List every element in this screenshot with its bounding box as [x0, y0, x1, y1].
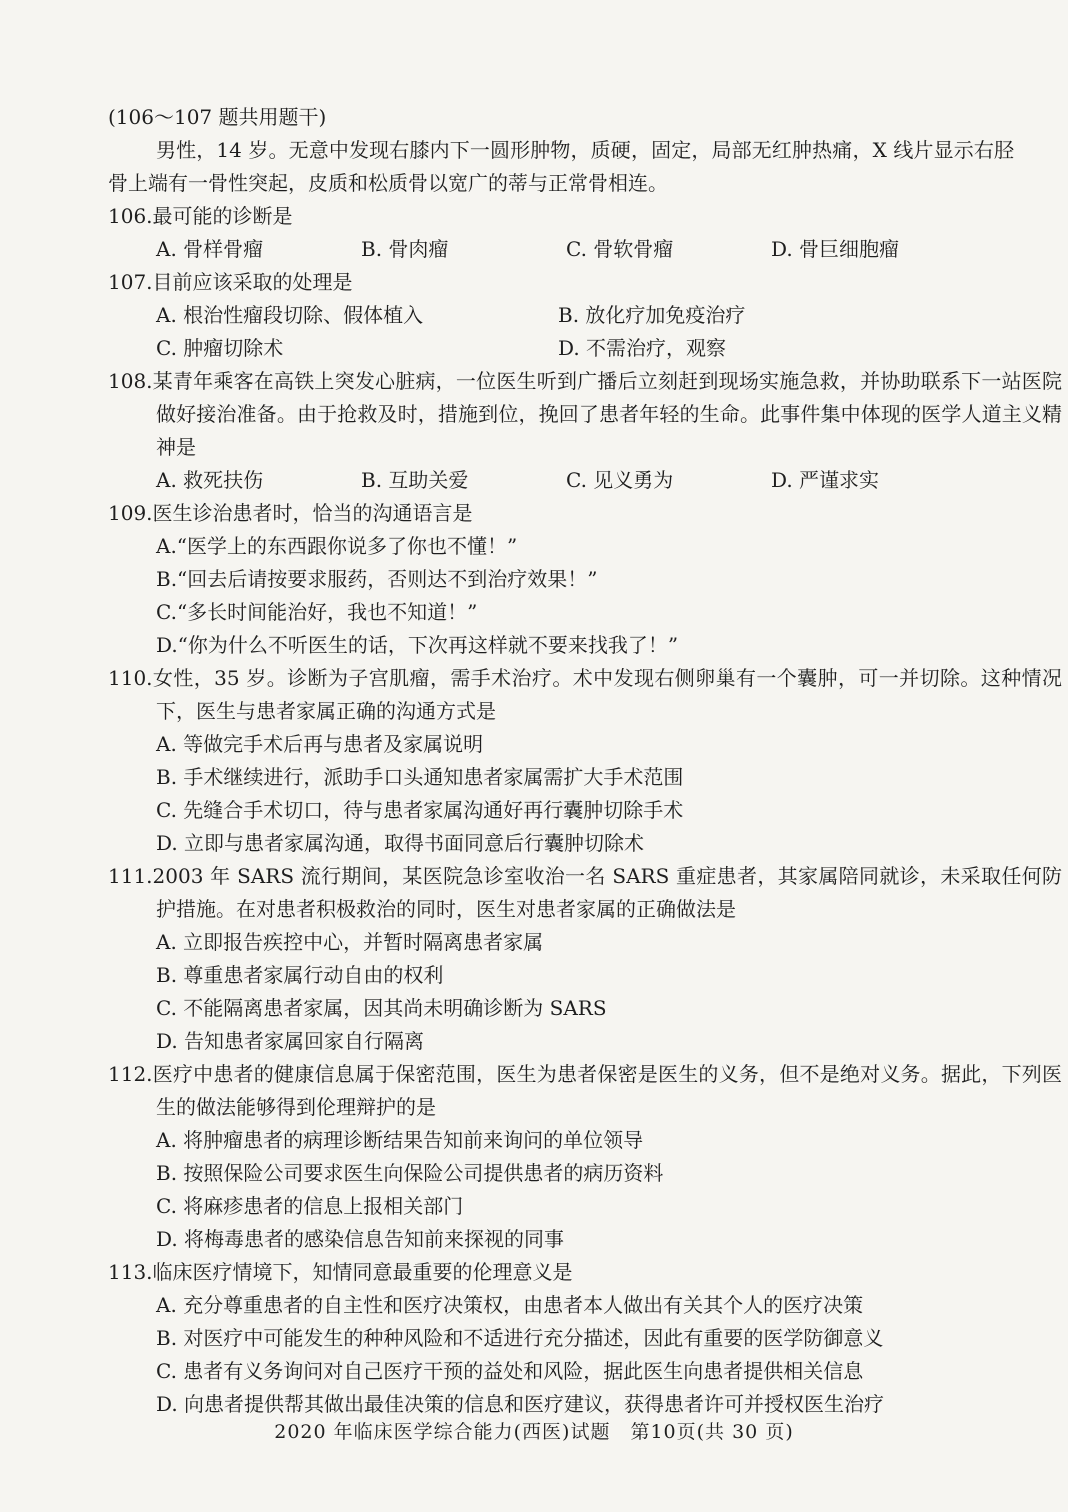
shared-stem-header: (106～107 题共用题干): [108, 105, 327, 129]
options-108: [108, 464, 1014, 497]
option-111-d[interactable]: D. 告知患者家属回家自行隔离: [156, 1029, 425, 1053]
question-110: 110.女性，35 岁。诊断为子宫肌瘤，需手术治疗。术中发现右侧卵巢有一个囊肿，可一并切除。这种情况下，医生与患者家属正确的沟通方式是: [108, 666, 1062, 723]
option-109-b[interactable]: B.“回去后请按要求服药，否则达不到治疗效果！”: [156, 567, 598, 591]
option-112-a[interactable]: A. 将肿瘤患者的病理诊断结果告知前来询问的单位领导: [156, 1128, 644, 1152]
question-107: 107.目前应该采取的处理是: [108, 270, 353, 294]
option-108-a[interactable]: A. 救死扶伤: [156, 468, 264, 492]
option-110-a[interactable]: A. 等做完手术后再与患者及家属说明: [156, 732, 484, 756]
options-107: [108, 299, 1014, 365]
options-111: [108, 926, 1014, 1058]
question-108: 108.某青年乘客在高铁上突发心脏病，一位医生听到广播后立刻赶到现场实施急救，并协助联系下一站医院做好接治准备。由于抢救及时，措施到位，挽回了患者年轻的生命。此事件集中体现的医学人道主义精神是: [108, 369, 1062, 459]
option-107-d[interactable]: D. 不需治疗，观察: [558, 336, 727, 360]
option-111-b[interactable]: B. 尊重患者家属行动自由的权利: [156, 963, 444, 987]
question-106: 106.最可能的诊断是: [108, 204, 293, 228]
options-106: [108, 233, 1014, 266]
shared-stem-text: 男性，14 岁。无意中发现右膝内下一圆形肿物，质硬，固定，局部无红肿热痛，X 线片显示右胫骨上端有一骨性突起，皮质和松质骨以宽广的蒂与正常骨相连。: [108, 138, 1014, 195]
option-110-d[interactable]: D. 立即与患者家属沟通，取得书面同意后行囊肿切除术: [156, 831, 645, 855]
option-110-c[interactable]: C. 先缝合手术切口，待与患者家属沟通好再行囊肿切除手术: [156, 798, 684, 822]
option-108-c[interactable]: C. 见义勇为: [566, 468, 674, 492]
option-107-b[interactable]: B. 放化疗加免疫治疗: [558, 303, 746, 327]
option-107-a[interactable]: A. 根治性瘤段切除、假体植入: [156, 303, 424, 327]
option-109-d[interactable]: D.“你为什么不听医生的话，下次再这样就不要来找我了！”: [156, 633, 679, 657]
option-109-c[interactable]: C.“多长时间能治好，我也不知道！”: [156, 600, 478, 624]
options-112: [108, 1124, 1014, 1256]
option-110-b[interactable]: B. 手术继续进行，派助手口头通知患者家属需扩大手术范围: [156, 765, 684, 789]
option-108-b[interactable]: B. 互助关爱: [361, 468, 469, 492]
option-109-a[interactable]: A.“医学上的东西跟你说多了你也不懂！”: [156, 534, 518, 558]
option-112-c[interactable]: C. 将麻疹患者的信息上报相关部门: [156, 1194, 464, 1218]
option-108-d[interactable]: D. 严谨求实: [771, 468, 880, 492]
question-111: 111.2003 年 SARS 流行期间，某医院急诊室收治一名 SARS 重症患者，其家属陪同就诊，未采取任何防护措施。在对患者积极救治的同时，医生对患者家属的正确做法是: [108, 864, 1062, 921]
options-110: [108, 728, 1014, 860]
option-106-d[interactable]: D. 骨巨细胞瘤: [771, 237, 900, 261]
option-111-c[interactable]: C. 不能隔离患者家属，因其尚未明确诊断为 SARS: [156, 996, 607, 1020]
option-112-d[interactable]: D. 将梅毒患者的感染信息告知前来探视的同事: [156, 1227, 565, 1251]
option-113-d[interactable]: D. 向患者提供帮其做出最佳决策的信息和医疗建议，获得患者许可并授权医生治疗: [156, 1392, 885, 1416]
question-113: 113.临床医疗情境下，知情同意最重要的伦理意义是: [108, 1260, 573, 1284]
option-113-c[interactable]: C. 患者有义务询问对自己医疗干预的益处和风险，据此医生向患者提供相关信息: [156, 1359, 864, 1383]
option-106-b[interactable]: B. 骨肉瘤: [361, 237, 449, 261]
option-113-a[interactable]: A. 充分尊重患者的自主性和医疗决策权，由患者本人做出有关其个人的医疗决策: [156, 1293, 864, 1317]
option-112-b[interactable]: B. 按照保险公司要求医生向保险公司提供患者的病历资料: [156, 1161, 664, 1185]
question-112: 112.医疗中患者的健康信息属于保密范围，医生为患者保密是医生的义务，但不是绝对义务。据此，下列医生的做法能够得到伦理辩护的是: [108, 1062, 1062, 1119]
option-106-a[interactable]: A. 骨样骨瘤: [156, 237, 264, 261]
options-113: [108, 1289, 1014, 1421]
option-106-c[interactable]: C. 骨软骨瘤: [566, 237, 674, 261]
page-footer: 2020 年临床医学综合能力(西医)试题 第10页(共 30 页): [274, 1421, 794, 1443]
question-109: 109.医生诊治患者时，恰当的沟通语言是: [108, 501, 473, 525]
option-107-c[interactable]: C. 肿瘤切除术: [156, 336, 284, 360]
option-113-b[interactable]: B. 对医疗中可能发生的种种风险和不适进行充分描述，因此有重要的医学防御意义: [156, 1326, 884, 1350]
option-111-a[interactable]: A. 立即报告疾控中心，并暂时隔离患者家属: [156, 930, 544, 954]
options-109: [108, 530, 1014, 662]
